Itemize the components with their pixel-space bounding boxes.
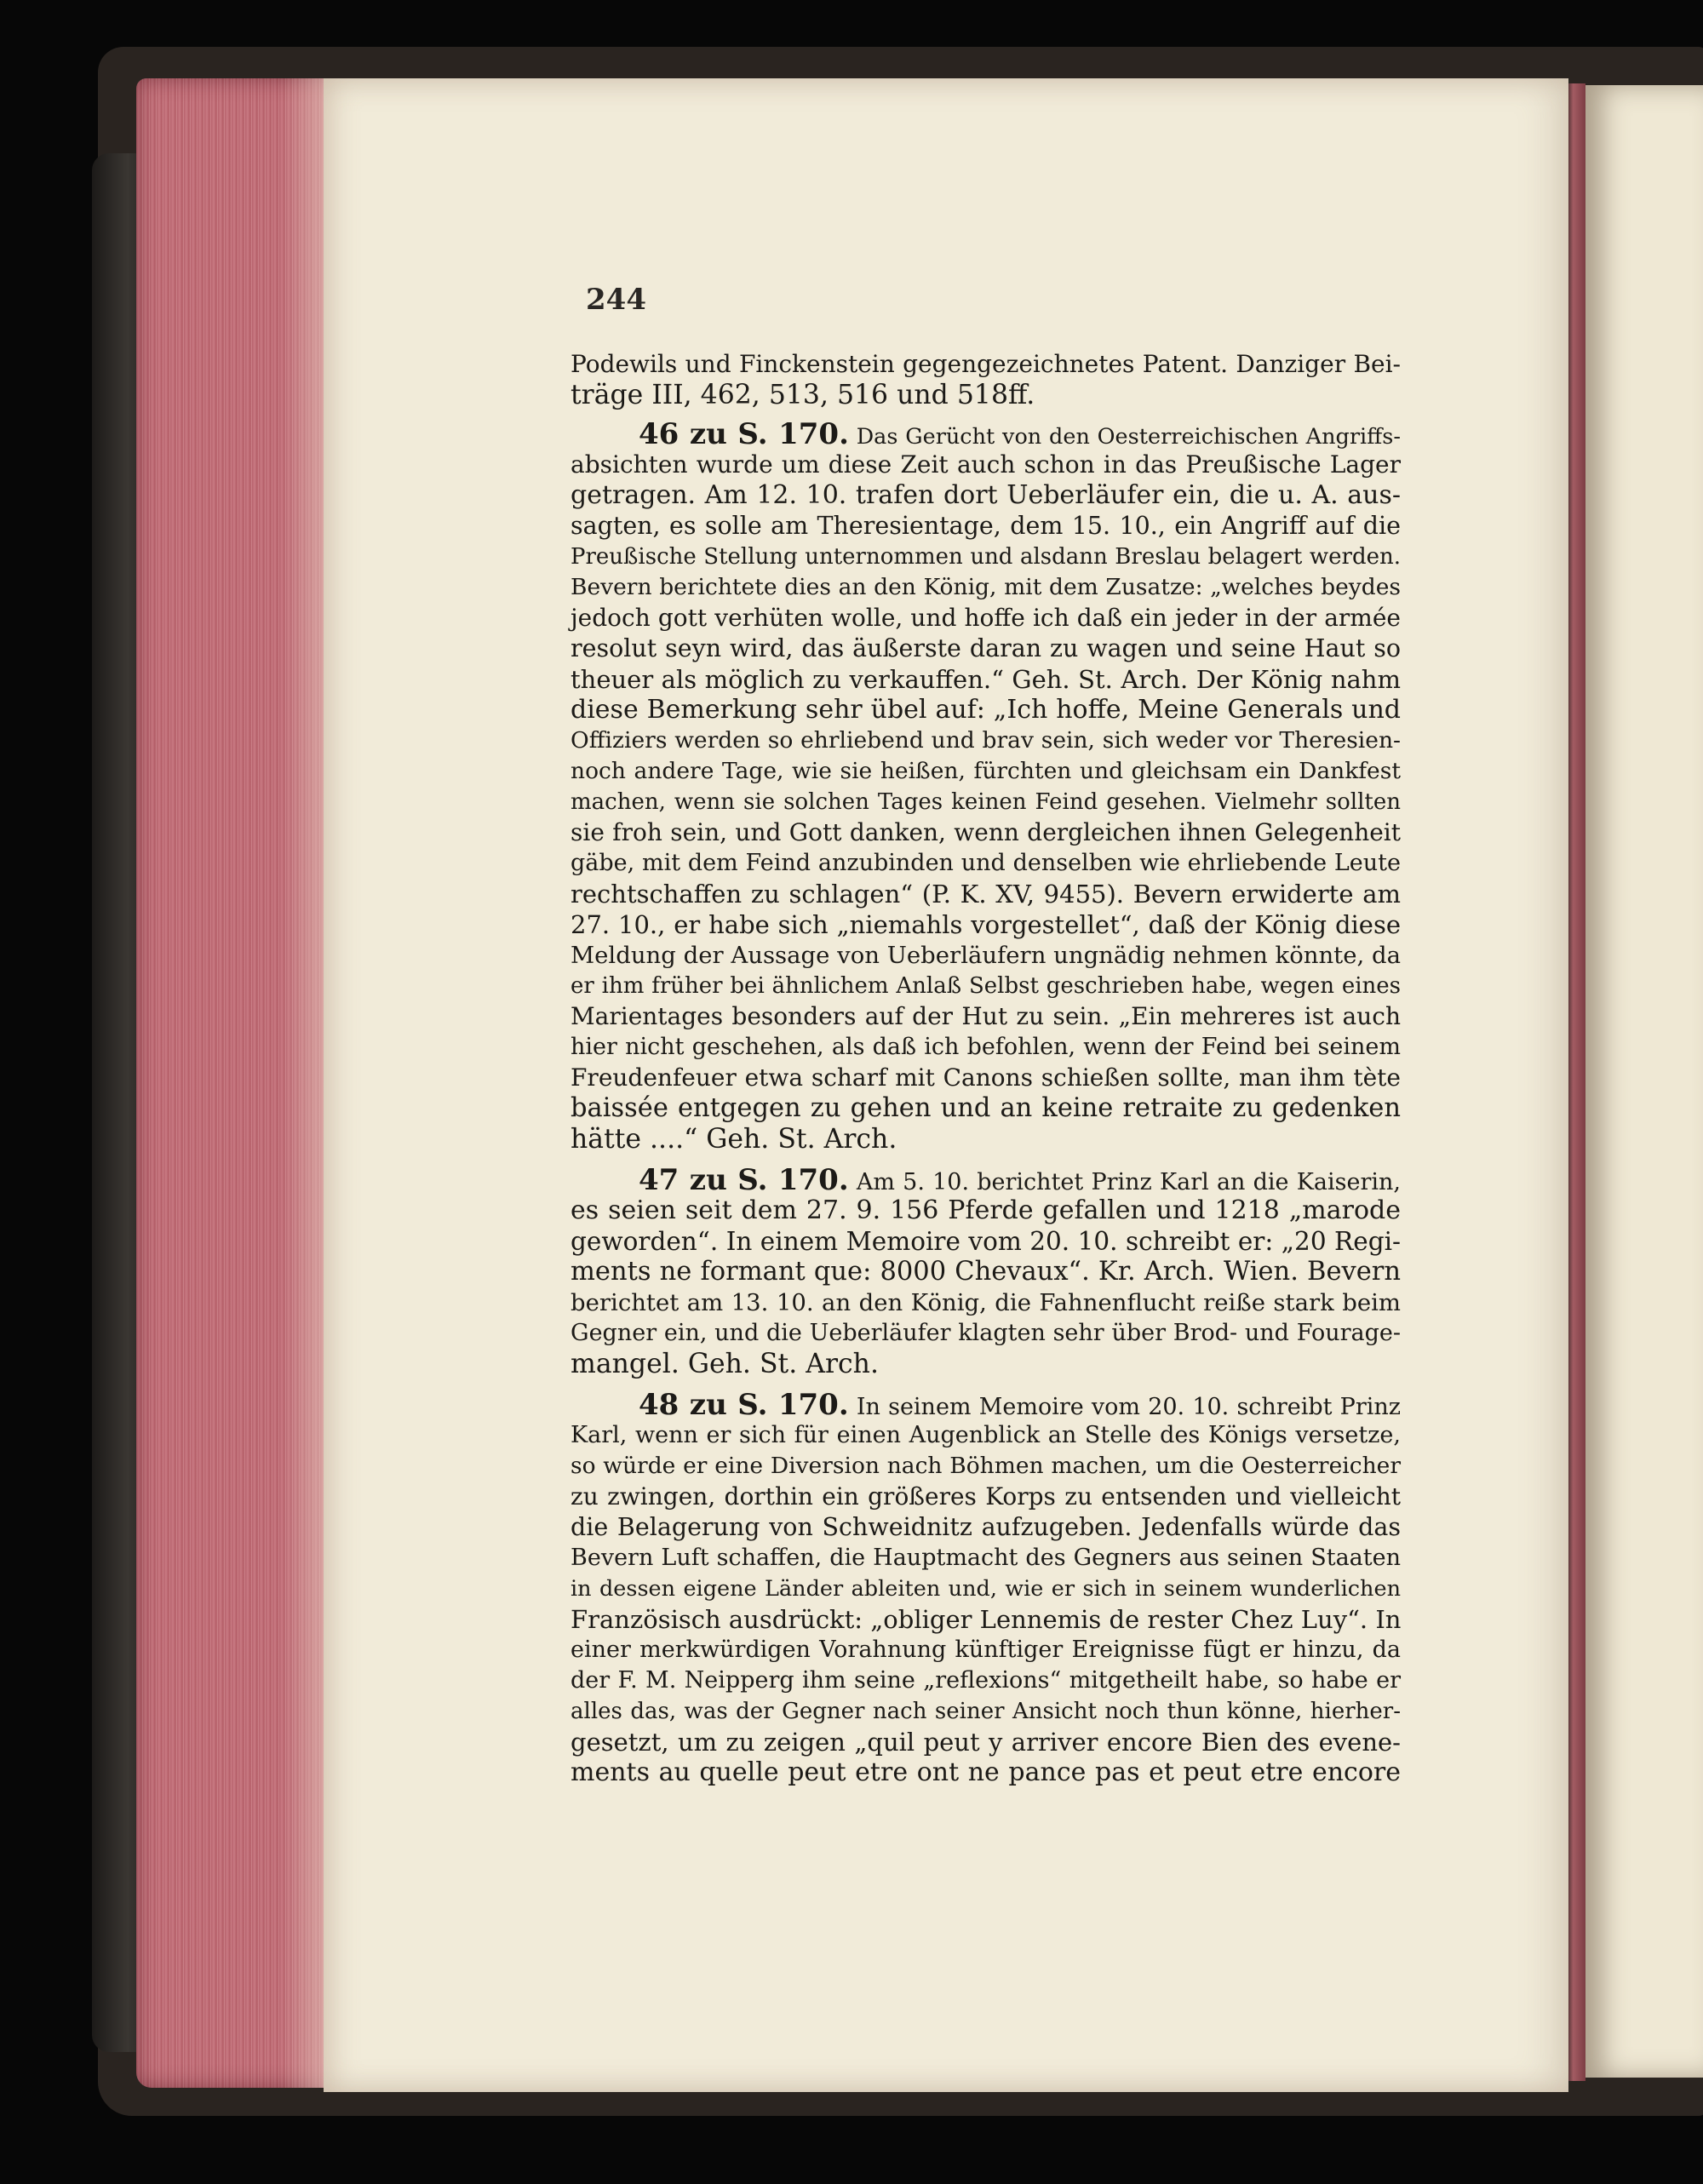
text-line: jedoch gott verhüten wolle, und hoffe ich daß ein jeder in der armée: [571, 604, 1401, 632]
text-line: Podewils und Finckenstein gegengezeichnetes Patent. Danziger Bei-: [571, 350, 1401, 378]
text-line: so würde er eine Diversion nach Böhmen machen, um die Oesterreicher: [571, 1453, 1401, 1479]
text-line: geworden“. In einem Memoire vom 20. 10. schreibt er: „20 Regi-: [571, 1227, 1401, 1256]
text-line: 46 zu S. 170. Das Gerücht von den Oesterreichischen Angriffs-: [639, 417, 1401, 451]
text-line: baissée entgegen zu gehen und an keine retraite zu gedenken: [571, 1093, 1401, 1123]
text-line: einer merkwürdigen Vorahnung künftiger Ereignisse fügt er hinzu, da: [571, 1637, 1401, 1663]
text-line: die Belagerung von Schweidnitz aufzugeben. Jedenfalls würde das: [571, 1513, 1401, 1541]
text-line: sagten, es solle am Theresientage, dem 15. 10., ein Angriff auf die: [571, 512, 1401, 540]
text-line: in dessen eigene Länder ableiten und, wie er sich in seinem wunderlichen: [571, 1576, 1401, 1602]
book-page: [324, 78, 1568, 2092]
note-heading: 46 zu S. 170.: [639, 417, 849, 451]
text-line: Bevern berichtete dies an den König, mit dem Zusatze: „welches beydes: [571, 574, 1401, 600]
text-line: Karl, wenn er sich für einen Augenblick an Stelle des Königs versetze,: [571, 1422, 1401, 1448]
text-line: alles das, was der Gegner nach seiner Ansicht noch thun könne, hierher-: [571, 1699, 1401, 1724]
text-line: er ihm früher bei ähnlichem Anlaß Selbst geschrieben habe, wegen eines: [571, 973, 1401, 999]
text-line: 48 zu S. 170. In seinem Memoire vom 20. 10. schreibt Prinz: [639, 1388, 1401, 1422]
text-line: absichten wurde um diese Zeit auch schon in das Preußische Lager: [571, 450, 1401, 479]
text-line: Freudenfeuer etwa scharf mit Canons schießen sollte, man ihm tète: [571, 1063, 1401, 1092]
text-line: gesetzt, um zu zeigen „quil peut y arriver encore Bien des evene-: [571, 1728, 1401, 1757]
text-line: noch andere Tage, wie sie heißen, fürchten und gleichsam ein Dankfest: [571, 758, 1401, 784]
text-line: Preußische Stellung unternommen und alsdann Breslau belagert werden.: [571, 544, 1401, 570]
text-line: getragen. Am 12. 10. trafen dort Ueberläufer ein, die u. A. aus-: [571, 480, 1401, 510]
text-line: Marientages besonders auf der Hut zu sein. „Ein mehreres ist auch: [571, 1002, 1401, 1030]
text-line: Meldung der Aussage von Ueberläufern ungnädig nehmen könnte, da: [571, 942, 1401, 969]
text-line: es seien seit dem 27. 9. 156 Pferde gefallen und 1218 „marode: [571, 1195, 1401, 1225]
text-line: ments au quelle peut etre ont ne pance pas et peut etre encore: [571, 1757, 1401, 1787]
text-line: rechtschaffen zu schlagen“ (P. K. XV, 9455). Bevern erwiderte am: [571, 880, 1401, 909]
text-line: diese Bemerkung sehr übel auf: „Ich hoffe, Meine Generals und: [571, 695, 1401, 725]
text-line: 27. 10., er habe sich „niemahls vorgestellet“, daß der König diese: [571, 910, 1401, 939]
note-heading: 47 zu S. 170.: [639, 1163, 849, 1197]
text-line: theuer als möglich zu verkauffen.“ Geh. St. Arch. Der König nahm: [571, 665, 1401, 694]
text-line: der F. M. Neipperg ihm seine „reflexions“ mitgetheilt habe, so habe er: [571, 1667, 1401, 1694]
text-line: hier nicht geschehen, als daß ich befohlen, wenn der Feind bei seinem: [571, 1034, 1401, 1060]
text-line: berichtet am 13. 10. an den König, die Fahnenflucht reiße stark beim: [571, 1289, 1401, 1316]
note-heading: 48 zu S. 170.: [639, 1388, 849, 1422]
text-line: sie froh sein, und Gott danken, wenn dergleichen ihnen Gelegenheit: [571, 818, 1401, 846]
text-line: Bevern Luft schaffen, die Hauptmacht des Gegners aus seinen Staaten: [571, 1545, 1401, 1571]
text-line: machen, wenn sie solchen Tages keinen Feind gesehen. Vielmehr sollten: [571, 789, 1401, 815]
text-line: ments ne formant que: 8000 Chevaux“. Kr. Arch. Wien. Bevern: [571, 1257, 1401, 1287]
text-line: 47 zu S. 170. Am 5. 10. berichtet Prinz Karl an die Kaiserin,: [639, 1163, 1401, 1197]
text-line: Französisch ausdrückt: „obliger Lennemis de rester Chez Luy“. In: [571, 1605, 1402, 1634]
text-line: träge III, 462, 513, 516 und 518ff.: [571, 380, 1035, 410]
text-line: gäbe, mit dem Feind anzubinden und denselben wie ehrliebende Leute: [571, 850, 1401, 876]
text-line: Offiziers werden so ehrliebend und brav sein, sich weder vor Theresien-: [571, 727, 1401, 754]
page-number: 244: [586, 283, 646, 317]
text-line: mangel. Geh. St. Arch.: [571, 1349, 879, 1379]
text-line: hätte ....“ Geh. St. Arch.: [571, 1124, 897, 1155]
text-line: zu zwingen, dorthin ein größeres Korps zu entsenden und vielleicht: [571, 1482, 1401, 1510]
text-line: resolut seyn wird, das äußerste daran zu wagen und seine Haut so: [571, 634, 1401, 662]
text-line: Gegner ein, und die Ueberläufer klagten sehr über Brod- und Fourage-: [571, 1320, 1401, 1346]
facing-page: [1585, 85, 1703, 2078]
